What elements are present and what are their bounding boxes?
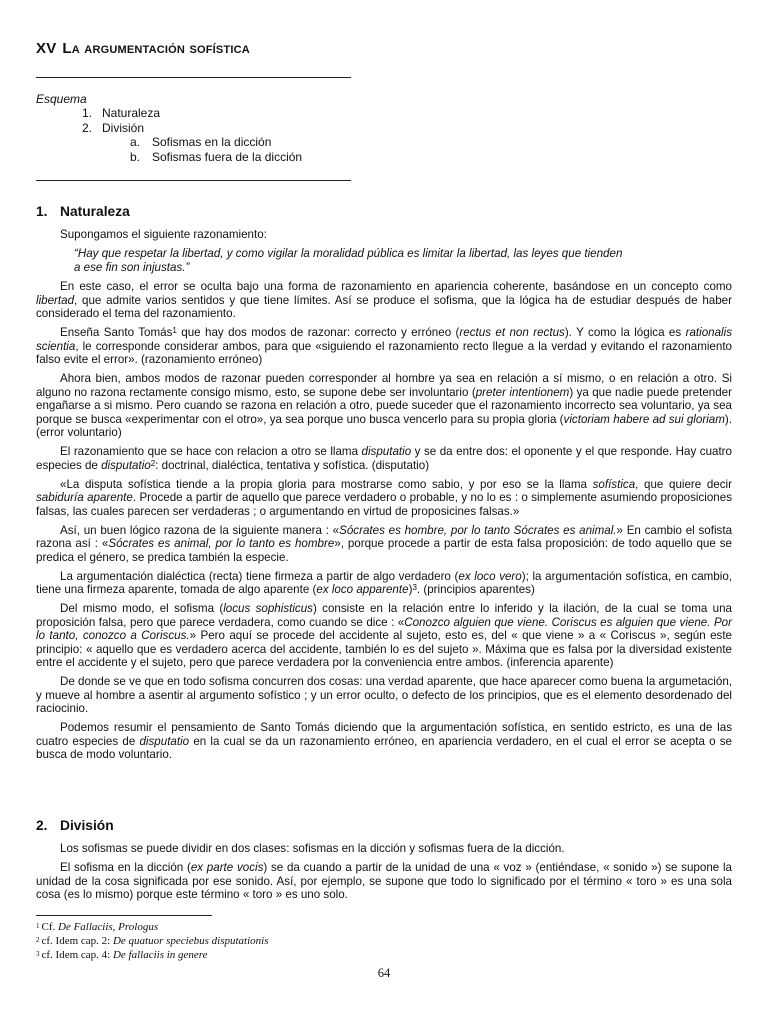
- section-title-text: Naturaleza: [60, 204, 130, 219]
- footnote: $^2$ cf. Idem cap. 2: De quatuor speciebus disputationis: [36, 935, 269, 947]
- paragraph: De donde se ve que en todo sofisma concurren dos cosas: una verdad aparente, que hace aparecer como buena la argumetación, y mueve al hombre a asentir al argumento sofístico ; y un error oculto, o defecto de los principios, que es el elemento desordenado del raciocinio.: [36, 675, 732, 715]
- paragraph: Los sofismas se puede dividir en dos clases: sofismas en la dicción y sofismas fuera de la dicción.: [60, 842, 565, 855]
- quote: [36, 247, 732, 274]
- paragraph: Ahora bien, ambos modos de razonar pueden corresponder al hombre ya sea en relación a sí mismo, o en relación a otro. Si alguno no razona rectamente consigo mismo, esto, se supone debe ser involuntario (preter intentionem) ya que nadie puede pretender engañarse a si mismo. Pero cuando se razona en relación a otro, puede suceder que el razonamiento incorrecto sea voluntario, ya sea porque se busca «experimentar con el otro», ya sea porque uno busca vencerlo para su propia gloria (victoriam habere ad sui gloriam). (error voluntario): [36, 372, 732, 439]
- outline-marker: 2.: [82, 120, 93, 135]
- section-2-body: [36, 842, 732, 907]
- paragraph: En este caso, el error se oculta bajo una forma de razonamiento en apariencia coherente, basándose en un concepto como libertad, que admite varios sentidos y que tiene límites. Así se produce el sofisma, que la lógica ha de estudiar después de haber considerado el tema del razonamiento.: [36, 280, 732, 320]
- section-number: 2.: [36, 818, 48, 833]
- paragraph: Del mismo modo, el sofisma (locus sophisticus) consiste en la relación entre lo inferido y la ilación, de la cual se toma una proposición falsa, pero que parece verdadera, como cuando se dice : «Conozco alguien que viene. Coriscus es alguien que viene. Por lo tanto, conozco a Coriscus.» Pero aquí se procede del accidente al sujeto, esto es, del « que viene » a « Coriscus », según este principio: « aquello que es verdadero acerca del accidente, también lo es del sujeto ». Máxima que es falsa por la diversidad existente entre el accidente y el sujeto, pero que parece verdadera por la conveniencia entre ambos. (inferencia aparente): [36, 602, 733, 669]
- paragraph: Enseña Santo Tomás$^1$ que hay dos modos de razonar: correcto y erróneo (rectus et non rectus). Y como la lógica es rationalis scientia, le corresponde considerar ambos, para que «siguiendo el razonamiento recto llegue a la verdad y evitando el razonamiento falso evite el error». (razonamiento erróneo): [36, 326, 732, 366]
- chapter-title-text: La argumentación sofística: [62, 40, 250, 57]
- outline-label: Naturaleza: [102, 106, 161, 121]
- section-heading-division: [36, 818, 114, 833]
- outline-subitem: [36, 150, 302, 164]
- paragraph: El sofisma en la dicción (ex parte vocis) se da cuando a partir de la unidad de una « voz » (entiéndase, « sonido ») se supone la unidad de la cosa significada por ese sonido. Así, por ejemplo, se supone que todo lo significado por el término « toro » es una sola cosa (es lo mismo) porque este término « toro » es uno solo.: [36, 861, 732, 901]
- outline-bottom-rule: [36, 180, 351, 181]
- top-rule: [36, 77, 351, 78]
- outline-label: Sofismas fuera de la dicción: [152, 149, 303, 164]
- footnote-ref: 1: [172, 326, 177, 335]
- paragraph: Podemos resumir el pensamiento de Santo Tomás diciendo que la argumentación sofística, en sentido estricto, es una de las cuatro especies de disputatio en la cual se da un razonamiento erróneo, en apariencia verdadero, en el cual el error se acepta o se busca de modo voluntario.: [36, 721, 732, 761]
- page-number: 64: [377, 966, 391, 980]
- outline-label: Sofismas en la dicción: [152, 135, 272, 150]
- outline-marker: b.: [130, 149, 141, 164]
- footnote-rule: [36, 915, 212, 916]
- chapter-number: XV: [36, 40, 57, 57]
- paragraph: La argumentación dialéctica (recta) tiene firmeza a partir de algo verdadero (ex loco vero); la argumentación sofística, en cambio, tiene una firmeza aparente, tomada de algo aparente (ex loco apparente)$^3$. (principios aparentes): [36, 569, 732, 596]
- paragraph: El razonamiento que se hace con relacion a otro se llama disputatio y se da entre dos: el oponente y el que responde. Hay cuatro especies de disputatio$^2$: doctrinal, dialéctica, tentativa y sofística. (disputatio): [36, 445, 732, 472]
- outline-subitem: [36, 135, 302, 149]
- quote-line: “Hay que respetar la libertad, y como vigilar la moralidad pública es limitar la libertad, las leyes que tienden: [74, 247, 623, 260]
- quote-line: a ese fin son injustas.”: [74, 260, 190, 274]
- outline-label: División: [102, 120, 145, 135]
- outline-heading: Esquema: [36, 92, 87, 106]
- outline-marker: 1.: [82, 106, 93, 121]
- paragraph: Supongamos el siguiente razonamiento:: [60, 228, 267, 241]
- section-title-text: División: [60, 818, 114, 833]
- footnote: $^3$ cf. Idem cap. 4: De fallaciis in genere: [36, 949, 208, 961]
- footnote: $^1$ Cf. De Fallaciis, Prologus: [36, 921, 159, 933]
- outline-marker: a.: [130, 135, 141, 150]
- footnotes: [36, 920, 269, 962]
- chapter-title: [36, 40, 250, 57]
- outline-item: [36, 106, 302, 120]
- section-number: 1.: [36, 204, 48, 219]
- section-heading-naturaleza: [36, 204, 130, 219]
- section-1-body: [36, 228, 732, 767]
- outline: [36, 92, 302, 164]
- paragraph: «La disputa sofística tiende a la propia gloria para mostrarse como sabio, y por eso se la llama sofística, que quiere decir sabiduría aparente. Procede a partir de aquello que parece verdadero o probable, y no lo es : o simplemente asumiendo proposiciones falsas, las cuales parecen ser verdaderas ; o argumentando en virtud de proposicines falsas.»: [36, 477, 732, 518]
- footnote-ref: 2: [150, 458, 156, 468]
- outline-item: [36, 121, 302, 135]
- footnote-ref: 3: [412, 583, 417, 592]
- paragraph: Así, un buen lógico razona de la siguiente manera : «Sócrates es hombre, por lo tanto Sócrates es animal.» En cambio el sofista razona así : «Sócrates es animal, por lo tanto es hombre», porque procede a partir de esta falsa proposición: de todo aquello que se predica el género, se predica también la especie.: [36, 523, 733, 564]
